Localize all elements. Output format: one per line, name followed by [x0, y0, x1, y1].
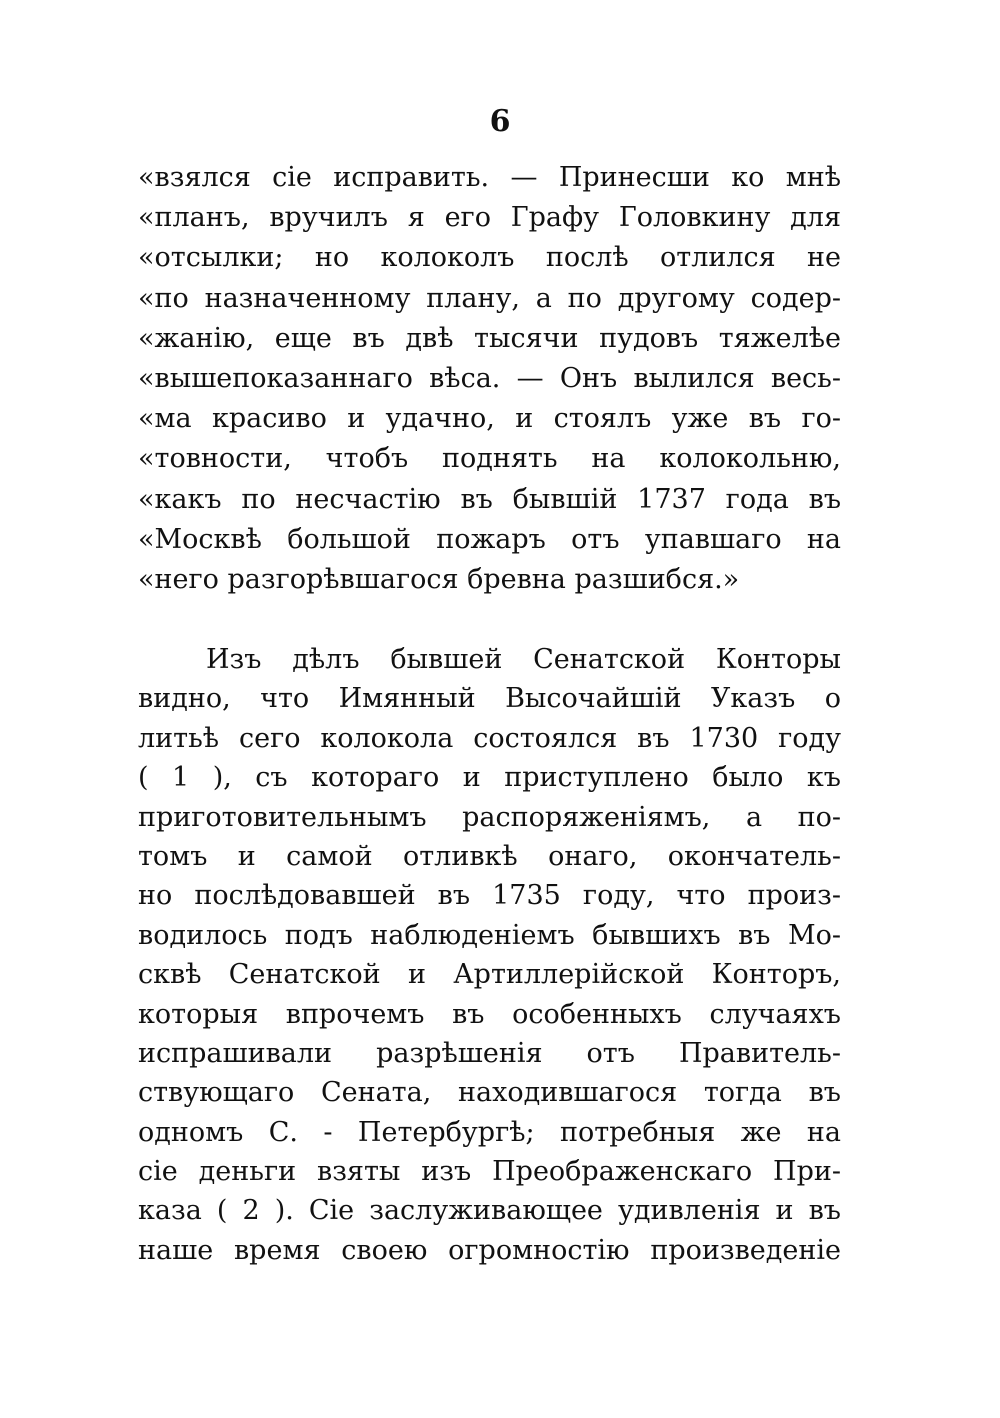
text-line: испрашивали разрѣшенія отъ Правитель-	[138, 1037, 841, 1069]
text-line: «Москвѣ большой пожаръ отъ упавшаго на	[138, 523, 841, 555]
text-line: томъ и самой отливкѣ онаго, окончатель-	[138, 840, 841, 872]
quoted-passage	[138, 158, 841, 600]
text-line: «него разгорѣвшагося бревна разшибся.»	[138, 563, 740, 595]
text-line: видно, что Имянный Высочайшій Указъ о	[138, 683, 841, 715]
text-line: сквѣ Сенатской и Артиллерійской Конторъ,	[138, 959, 841, 991]
text-line: «жанію, еще въ двѣ тысячи пудовъ тяжелѣе	[138, 322, 841, 354]
text-line: приготовительнымъ распоряженіямъ, а по-	[138, 801, 841, 833]
page-number: 6	[489, 104, 511, 139]
text-line: каза ( 2 ). Сіе заслуживающее удивленія и въ	[138, 1195, 841, 1227]
text-line: Изъ дѣлъ бывшей Сенатской Конторы	[206, 644, 841, 675]
text-line: «вышепоказаннаго вѣса. — Онъ вылился весь-	[138, 362, 841, 394]
text-line: сіе деньги взяты изъ Преображенскаго При-	[138, 1156, 841, 1188]
body-paragraph	[138, 640, 841, 1270]
text-line: «товности, чтобъ поднять на колокольню,	[138, 443, 841, 475]
text-line: «какъ по несчастію въ бывшій 1737 года въ	[138, 483, 841, 515]
text-line: «взялся сіе исправить. — Принесши ко мнѣ	[138, 162, 841, 193]
text-line: наше время своею огромностію произведеніе	[138, 1234, 841, 1266]
text-line: которыя впрочемъ въ особенныхъ случаяхъ	[138, 998, 841, 1030]
text-line: ( 1 ), съ котораго и приступлено было къ	[138, 762, 841, 794]
text-line: одномъ С. - Петербургѣ; потребныя же на	[138, 1116, 841, 1148]
text-line: «ма красиво и удачно, и стоялъ уже въ го-	[138, 403, 841, 435]
text-line: «планъ, вручилъ я его Графу Головкину для	[138, 202, 841, 234]
text-line: водилось подъ наблюденіемъ бывшихъ въ Мо-	[138, 919, 841, 951]
text-line: «отсылки; но колоколъ послѣ отлился не	[138, 242, 841, 274]
text-line: «по назначенному плану, а по другому содер-	[138, 282, 841, 314]
text-line: ствующаго Сената, находившагося тогда въ	[138, 1077, 841, 1109]
text-line: но послѣдовавшей въ 1735 году, что произ-	[138, 880, 841, 912]
text-line: литьѣ сего колокола состоялся въ 1730 году	[138, 722, 841, 754]
